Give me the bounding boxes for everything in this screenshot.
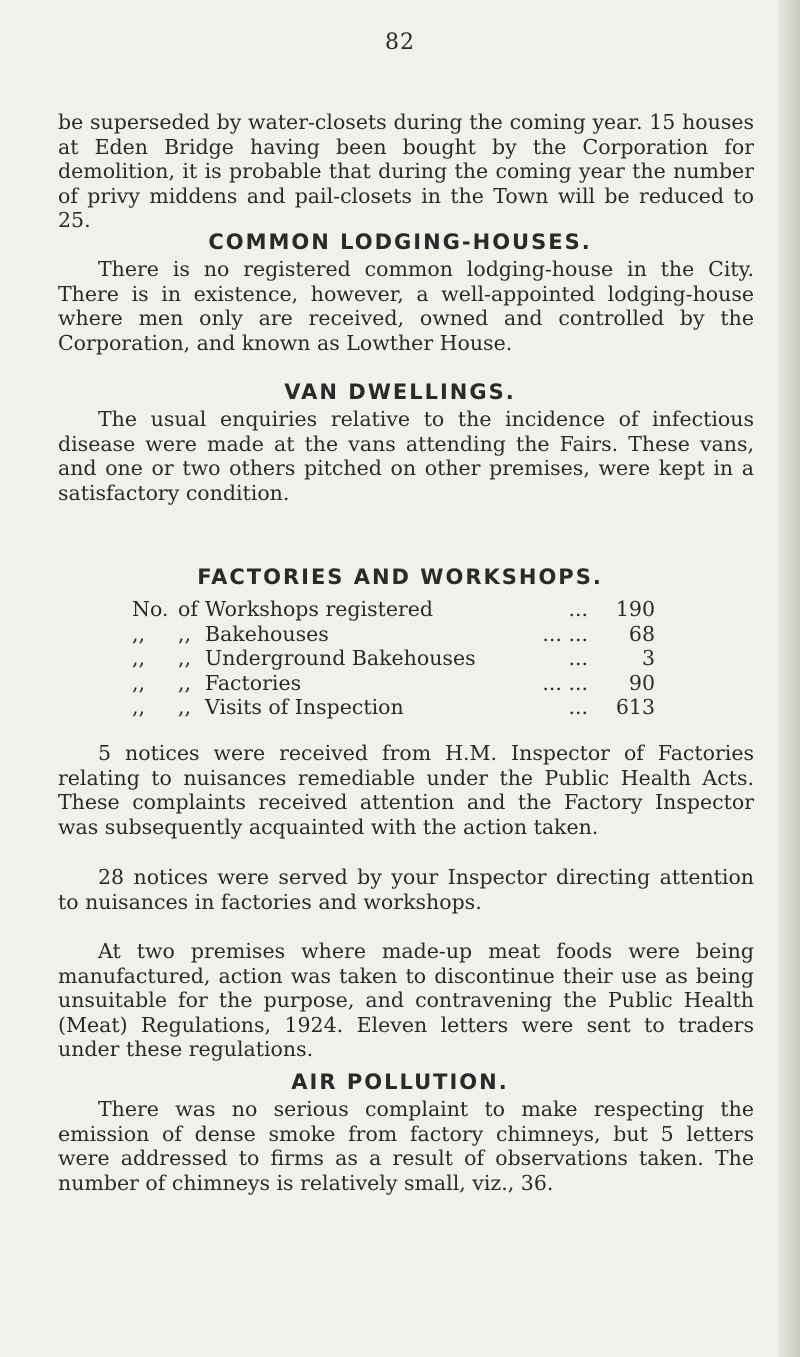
stats-of: ,,	[178, 670, 192, 695]
factories-meat-block	[58, 939, 754, 1062]
stats-leader: ...	[568, 597, 588, 621]
stats-leader: ...	[568, 646, 588, 670]
van-dwellings-block	[58, 407, 754, 505]
common-lodging-block	[58, 257, 754, 355]
stats-value: 90	[628, 670, 655, 695]
stats-label: Workshops registered	[205, 597, 434, 621]
factories-stats-table	[132, 597, 655, 720]
intro-paragraph: be superseded by water-closets during the coming year. 15 houses at Eden Bridge having been bought by the Corporation for demolition, it is probable that during the coming year the number of privy middens and pail-closets in the Town will be reduced to 25.	[58, 110, 754, 232]
stats-prefix: ,,	[132, 646, 146, 670]
stats-of: of	[178, 597, 198, 621]
stats-of: ,,	[178, 695, 192, 719]
stats-value: 68	[628, 621, 655, 646]
stats-of: ,,	[178, 646, 192, 670]
air-pollution-heading: AIR POLLUTION.	[291, 1070, 509, 1094]
stats-row	[132, 671, 655, 696]
stats-row	[132, 695, 655, 720]
factories-heading: FACTORIES AND WORKSHOPS.	[197, 565, 603, 589]
stats-prefix: ,,	[132, 621, 146, 646]
air-pollution-paragraph: There was no serious complaint to make respecting the emission of dense smoke from factory chimneys, but 5 letters were addressed to firms as a result of observations taken. The number of chimneys is relatively small, viz., 36.	[58, 1097, 754, 1195]
van-dwellings-heading: VAN DWELLINGS.	[284, 380, 516, 404]
factories-paragraph-3: At two premises where made-up meat foods were being manufactured, action was taken to discontinue their use as being unsuitable for the purpose, and contravening the Public Health (Meat) Regulations, 1924. Eleven letters were sent to traders under these regulations.	[58, 939, 754, 1061]
stats-row	[132, 622, 655, 647]
stats-value: 3	[641, 646, 655, 670]
stats-leader: ... ...	[542, 670, 588, 695]
factories-notices-block	[58, 741, 754, 839]
common-lodging-heading: COMMON LODGING-HOUSES.	[208, 230, 592, 254]
stats-prefix: ,,	[132, 670, 146, 695]
stats-leader: ...	[568, 695, 588, 719]
factories-paragraph-2: 28 notices were served by your Inspector directing attention to nuisances in factories and workshops.	[58, 865, 754, 914]
air-pollution-block	[58, 1097, 754, 1195]
page-edge-shadow	[778, 0, 800, 1357]
stats-row	[132, 597, 655, 622]
stats-label: Factories	[205, 670, 302, 695]
stats-row	[132, 646, 655, 671]
stats-label: Bakehouses	[205, 621, 329, 646]
van-dwellings-paragraph: The usual enquiries relative to the incidence of infectious disease were made at the vans attending the Fairs. These vans, and one or two others pitched on other premises, were kept in a satisfactory condition.	[58, 407, 754, 505]
stats-prefix: No.	[132, 597, 169, 621]
stats-label: Visits of Inspection	[205, 695, 404, 719]
factories-served-block	[58, 865, 754, 914]
stats-leader: ... ...	[542, 621, 588, 646]
intro-block	[58, 110, 754, 233]
page-number: 82	[385, 30, 415, 55]
stats-value: 190	[615, 597, 655, 621]
stats-of: ,,	[178, 621, 192, 646]
stats-prefix: ,,	[132, 695, 146, 719]
common-lodging-paragraph: There is no registered common lodging-house in the City. There is in existence, however, a well-appointed lodging-house where men only are received, owned and controlled by the Corporation, and known as Lowther House.	[58, 257, 754, 355]
stats-label: Underground Bakehouses	[205, 646, 476, 670]
factories-paragraph-1: 5 notices were received from H.M. Inspector of Factories relating to nuisances remediable under the Public Health Acts. These complaints received attention and the Factory Inspector was subsequently acquainted with the action taken.	[58, 741, 754, 839]
stats-value: 613	[615, 695, 655, 719]
